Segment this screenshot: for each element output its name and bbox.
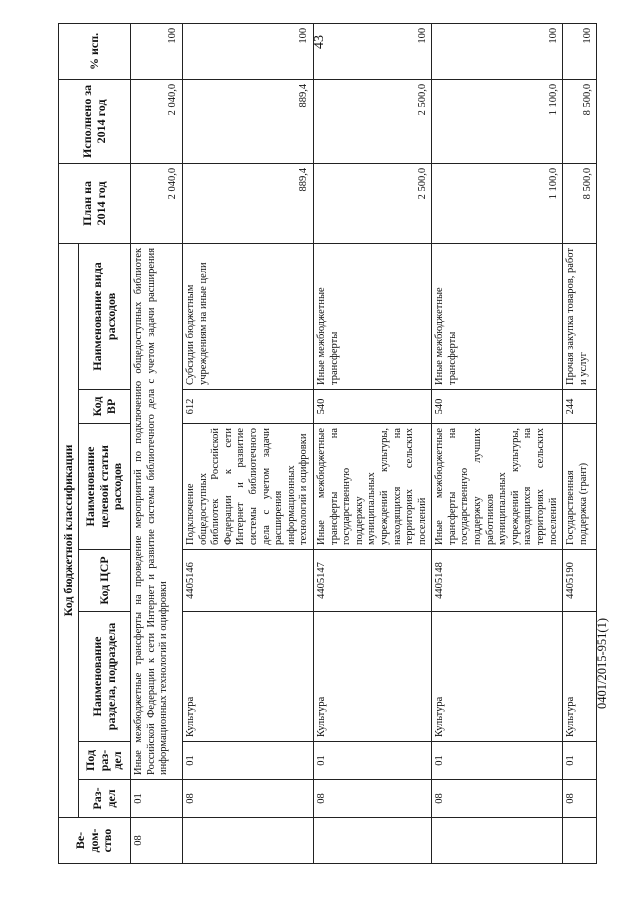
header-executed: Исполнено за 2014 год xyxy=(59,79,131,163)
table-row xyxy=(131,23,183,863)
cell-percent: 100 xyxy=(183,23,314,79)
header-podrazdel: Под раз-дел xyxy=(79,742,131,780)
cell-podrazdel: 01 xyxy=(313,742,431,780)
cell-vedomstvo: 08 xyxy=(131,818,183,864)
header-razdel: Раз-дел xyxy=(79,780,131,818)
cell-percent: 100 xyxy=(131,23,183,79)
cell-cel-name: Иные межбюджетные трансферты на государственную поддержку муниципальных учреждений культуры, находящихся на территориях сельских поселений xyxy=(313,424,431,550)
table-row xyxy=(432,23,563,863)
cell-cel-code: 4405147 xyxy=(313,550,431,612)
cell-section: Культура xyxy=(313,612,431,742)
cell-cel-name: Государственная поддержка (грант) xyxy=(563,424,597,550)
page-number: 43 xyxy=(312,35,327,49)
cell-vr-name: Субсидии бюджетным учреждениям на иные цели xyxy=(183,243,314,389)
cell-percent: 100 xyxy=(563,23,597,79)
header-cel-name: Наименование целевой статьи расходов xyxy=(79,424,131,550)
cell-razdel: 01 xyxy=(131,780,183,818)
header-vedomstvo: Ве-дом-ство xyxy=(59,818,131,864)
cell-executed: 1 100,0 xyxy=(432,79,563,163)
cell-vr-code: 244 xyxy=(563,390,597,424)
cell-executed: 889,4 xyxy=(183,79,314,163)
cell-vr-code: 540 xyxy=(313,390,431,424)
cell-plan: 8 500,0 xyxy=(563,163,597,243)
cell-cel-code: 4405190 xyxy=(563,550,597,612)
cell-vedomstvo xyxy=(563,818,597,864)
cell-podrazdel: 01 xyxy=(563,742,597,780)
cell-executed: 2 500,0 xyxy=(313,79,431,163)
cell-plan: 1 100,0 xyxy=(432,163,563,243)
cell-razdel: 08 xyxy=(183,780,314,818)
cell-vedomstvo xyxy=(313,818,431,864)
cell-cel-code: 4405146 xyxy=(183,550,314,612)
header-group-row xyxy=(59,23,79,863)
cell-section: Культура xyxy=(563,612,597,742)
cell-razdel: 08 xyxy=(432,780,563,818)
header-section-name: Наименование раздела, подраздела xyxy=(79,612,131,742)
document-code: 0401/2015-951(1) xyxy=(594,617,609,709)
header-cel-code: Код ЦСР xyxy=(79,550,131,612)
cell-vedomstvo xyxy=(183,818,314,864)
budget-table xyxy=(58,23,597,864)
cell-vr-code: 612 xyxy=(183,390,314,424)
cell-vr-name: Иные межбюджетные трансферты xyxy=(313,243,431,389)
header-vr-name: Наименование вида расходов xyxy=(79,243,131,389)
cell-section: Культура xyxy=(183,612,314,742)
table-row xyxy=(183,23,314,863)
cell-podrazdel: 01 xyxy=(183,742,314,780)
cell-executed: 2 040,0 xyxy=(131,79,183,163)
cell-cel-name: Иные межбюджетные трансферты на государственную поддержку лучших работников муниципальных учреждений культуры, находящихся на территориях сельских поселений xyxy=(432,424,563,550)
cell-percent: 100 xyxy=(432,23,563,79)
cell-span-description: Иные межбюджетные трансферты на проведение мероприятий по подключению общедоступных библиотек Российской Федерации к сети Интернет и развитие системы библиотечного дела с учетом задачи расширения информационных технологий и оцифровки xyxy=(131,243,183,779)
budget-table-rotated xyxy=(58,24,593,864)
cell-cel-name: Подключение общедоступных библиотек Российской Федерации к сети Интернет и развитие системы библиотечного дела с учетом задачи расширения информационных технологий и оцифровки xyxy=(183,424,314,550)
header-budget-classification: Код бюджетной классификации xyxy=(59,243,79,817)
header-plan: План на 2014 год xyxy=(59,163,131,243)
table-row xyxy=(313,23,431,863)
cell-podrazdel: 01 xyxy=(432,742,563,780)
cell-plan: 2 040,0 xyxy=(131,163,183,243)
cell-vedomstvo xyxy=(432,818,563,864)
cell-razdel: 08 xyxy=(313,780,431,818)
cell-vr-code: 540 xyxy=(432,390,563,424)
header-vr-code: Код ВР xyxy=(79,390,131,424)
cell-plan: 2 500,0 xyxy=(313,163,431,243)
cell-razdel: 08 xyxy=(563,780,597,818)
header-percent: % исп. xyxy=(59,23,131,79)
cell-vr-name: Прочая закупка товаров, работ и услуг xyxy=(563,243,597,389)
cell-vr-name: Иные межбюджетные трансферты xyxy=(432,243,563,389)
cell-plan: 889,4 xyxy=(183,163,314,243)
cell-executed: 8 500,0 xyxy=(563,79,597,163)
cell-section: Культура xyxy=(432,612,563,742)
cell-cel-code: 4405148 xyxy=(432,550,563,612)
cell-percent: 100 xyxy=(313,23,431,79)
